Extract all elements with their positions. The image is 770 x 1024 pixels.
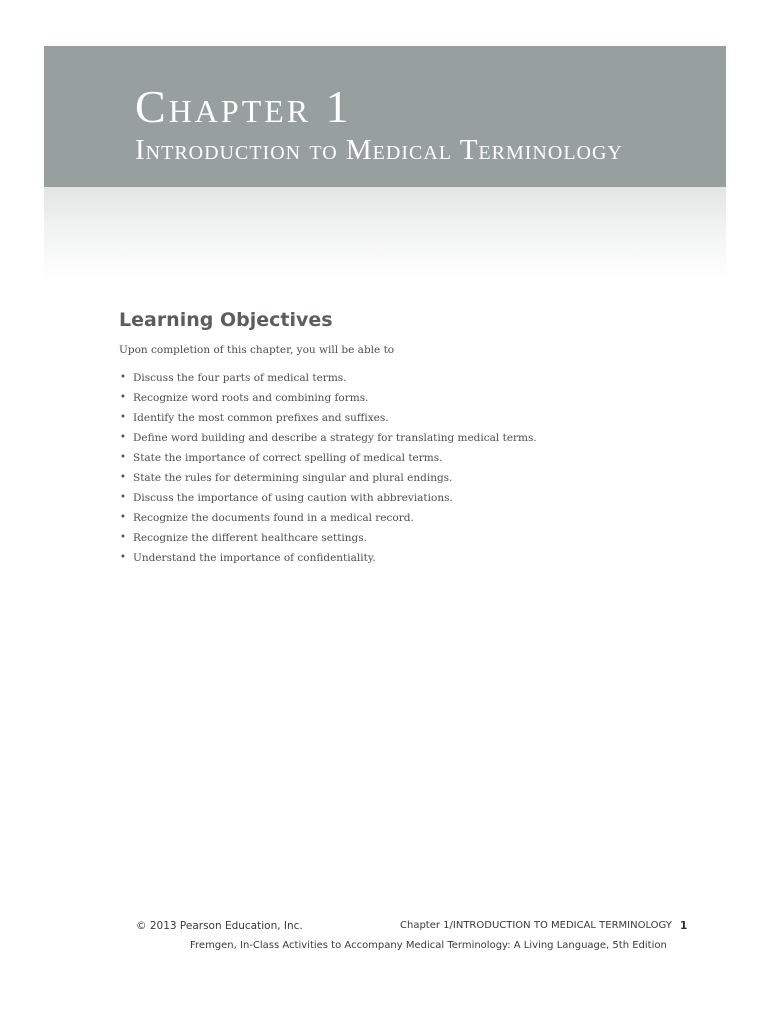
objective-text: Recognize the documents found in a medical record.	[133, 512, 414, 524]
bullet-icon: •	[120, 532, 126, 543]
objective-item	[120, 408, 537, 428]
objective-item	[120, 368, 537, 388]
objective-item	[120, 388, 537, 408]
objective-text: Define word building and describe a strategy for translating medical terms.	[133, 432, 537, 444]
objective-item	[120, 528, 537, 548]
learning-objectives-intro: Upon completion of this chapter, you will be able to	[119, 344, 395, 356]
objective-item	[120, 468, 537, 488]
bullet-icon: •	[120, 552, 126, 563]
bullet-icon: •	[120, 452, 126, 463]
objective-item	[120, 448, 537, 468]
bullet-icon: •	[120, 392, 126, 403]
footer-chapter-reference: Chapter 1/INTRODUCTION TO MEDICAL TERMINOLOGY	[400, 920, 672, 931]
bullet-icon: •	[120, 432, 126, 443]
chapter-subtitle: Introduction to Medical Terminology	[135, 134, 623, 166]
chapter-title: Chapter 1	[135, 81, 352, 132]
bullet-icon: •	[120, 472, 126, 483]
bullet-icon: •	[120, 512, 126, 523]
objective-text: State the importance of correct spelling of medical terms.	[133, 452, 443, 464]
bullet-icon: •	[120, 372, 126, 383]
objective-text: State the rules for determining singular and plural endings.	[133, 472, 453, 484]
banner-fade	[44, 187, 726, 281]
footer-book-title: Fremgen, In-Class Activities to Accompany Medical Terminology: A Living Language, 5th Edition	[190, 940, 667, 951]
bullet-icon: •	[120, 492, 126, 503]
objective-text: Recognize the different healthcare settings.	[133, 532, 367, 544]
objective-item	[120, 428, 537, 448]
learning-objectives-heading: Learning Objectives	[119, 309, 333, 331]
objective-text: Identify the most common prefixes and suffixes.	[133, 412, 389, 424]
footer-copyright: © 2013 Pearson Education, Inc.	[136, 920, 303, 932]
objective-text: Discuss the importance of using caution with abbreviations.	[133, 492, 453, 504]
objective-item	[120, 488, 537, 508]
objective-text: Recognize word roots and combining forms.	[133, 392, 369, 404]
objective-text: Understand the importance of confidentiality.	[133, 552, 376, 564]
bullet-icon: •	[120, 412, 126, 423]
objective-text: Discuss the four parts of medical terms.	[133, 372, 347, 384]
objective-item	[120, 548, 537, 568]
learning-objectives-list	[120, 368, 537, 568]
objective-item	[120, 508, 537, 528]
page-number: 1	[680, 920, 688, 932]
